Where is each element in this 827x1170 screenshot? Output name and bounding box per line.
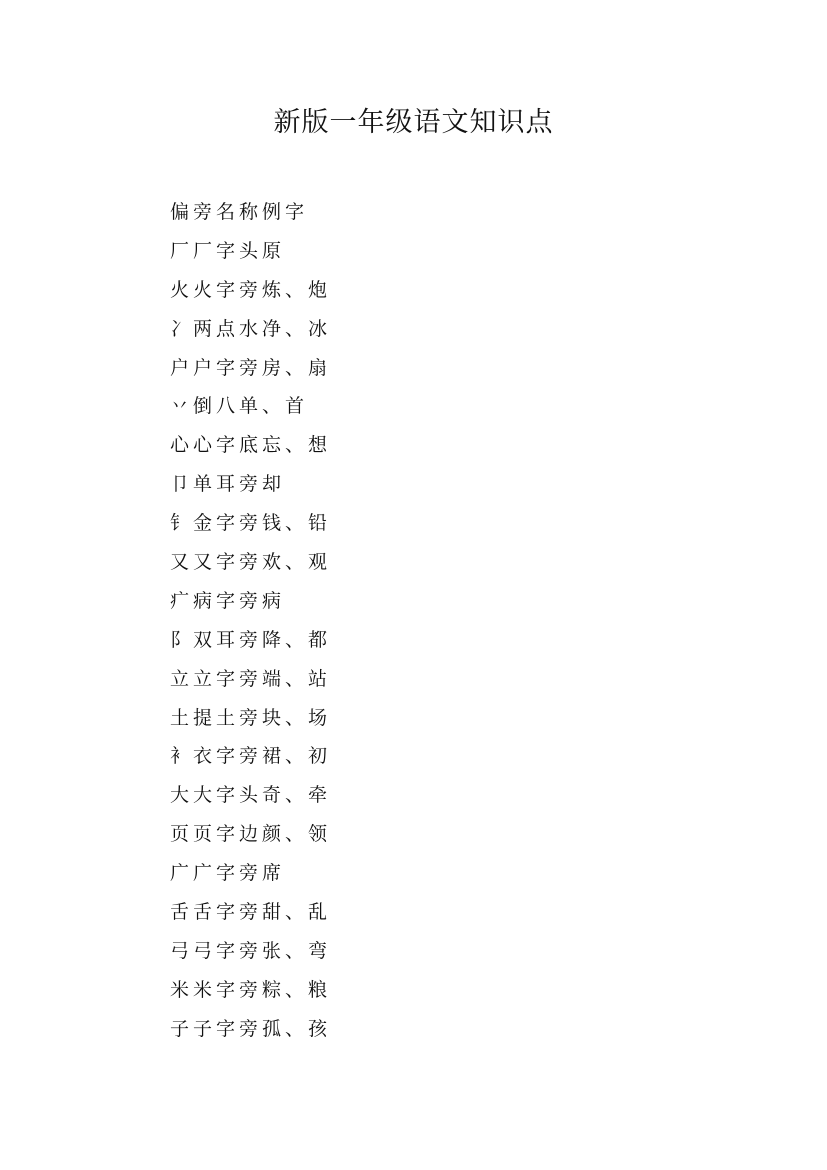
list-line: 土提土旁块、场: [170, 706, 332, 729]
list-line: 厂厂字头原: [170, 239, 286, 262]
list-line: 卩单耳旁却: [170, 473, 286, 496]
list-line: 钅金字旁钱、铅: [170, 512, 332, 535]
document-title: 新版一年级语文知识点: [273, 107, 554, 138]
list-line: 广广字旁席: [170, 862, 286, 885]
list-line: 子子字旁孤、孩: [170, 1017, 332, 1040]
list-line: 立立字旁端、站: [170, 667, 332, 690]
list-line: 偏旁名称例字: [170, 201, 309, 223]
list-line: 舌舌字旁甜、乱: [170, 901, 332, 924]
list-line: 弓弓字旁张、弯: [170, 939, 332, 962]
list-line: 火火字旁炼、炮: [170, 278, 332, 301]
list-line: 又又字旁欢、观: [170, 551, 332, 574]
list-line: 疒病字旁病: [170, 589, 286, 612]
radical-list: [170, 193, 570, 1049]
list-line: 大大字头奇、牵: [170, 784, 332, 807]
list-line: 衤衣字旁裙、初: [170, 745, 332, 768]
list-line: 页页字边颜、领: [170, 823, 332, 846]
list-line: 冫两点水净、冰: [170, 317, 332, 340]
list-line: 阝双耳旁降、都: [170, 628, 332, 651]
list-line: 户户字旁房、扇: [170, 356, 332, 379]
list-line: 心心字底忘、想: [170, 434, 332, 457]
list-line: 米米字旁粽、粮: [170, 978, 332, 1001]
list-line: 丷倒八单、首: [170, 395, 309, 418]
